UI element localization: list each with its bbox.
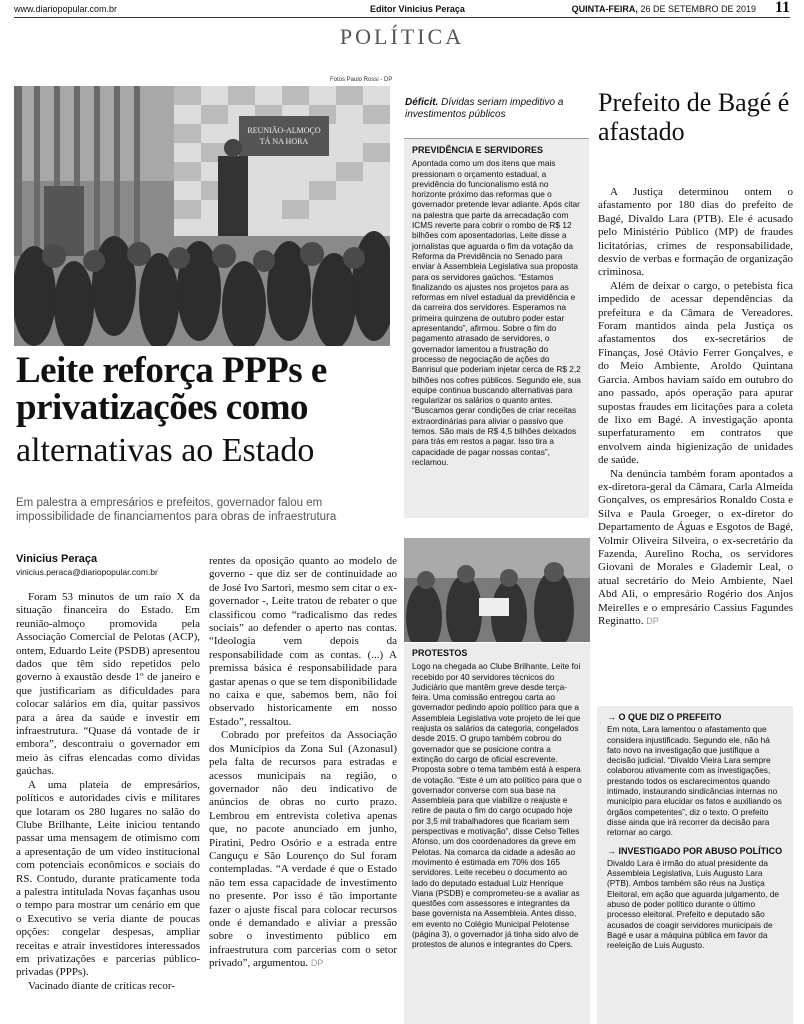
- box-previdencia-text: Apontada como um dos itens que mais pressionam o orçamento estadual, a previdência do funcionalismo está no horizonte próximo das reformas que o governador pretende levar adiante. Após citar na palestra que parte da arrecadação com ICMS reverte para cobrir o rombo de R$ 12 bilhões com aposentadorias, Leite disse a jornalistas que aguarda o fim da votação da Reforma da Previdência no Senado para enviar à Assembleia Legislativa sua proposta para os servidores gaúchos. “Estamos finalizando os ajustes nos projetos para as reformas em nível estadual da previdência e da carreira dos servidores. Esperamos na primeira quinzena de outubro poder estar apresentando”, afirmou. Sobre o fim do pagamento atrasado de servidores, o governador lamentou a frustração do processo de negociação de ações do Banrisul que poderiam injetar cerca de R$ 2,2 bilhões nos cofres públicos. Segundo ele, sua equipe continua buscando alternativas para regularizar os salários o quanto antes. “Buscamos gerar condições de criar receitas extraordinárias para aliviar o passivo que temos. São mais de R$ 4,5 bilhões deixados para trás em restos a pagar. Isso tira a capacidade de pagar nossas contas”, reclamou.: [412, 158, 581, 467]
- article-paragraph: A uma plateia de empresários, políticos e autoridades civis e militares que lotaram os 280 lugares no salão do Clube Brilhante, Leite iniciou tentando passar uma mensagem de otimismo com a apresentação de um vídeo institucional com potenciais econômicos e sociais do RS. Contudo, durante praticamente toda a palestra intitulada Novas façanhas usou o tempo para mostrar um cenário em que o Executivo se veria diante de poucas opções: congelar despesas, ampliar receitas e atrair investidores interessados em privatizações e parcerias público-privadas (PPPs).: [16, 778, 200, 979]
- article-column-2: [209, 555, 397, 971]
- page-number: 11: [774, 0, 790, 16]
- edition-date: QUINTA-FEIRA, 26 DE SETEMBRO DE 2019: [571, 4, 756, 14]
- article-paragraph: Cobrado por prefeitos da Associação dos Municípios da Zona Sul (Azonasul) pela falta de recursos para estradas e acessos municipais na região, o governador não deu indicativo de anúncios de obras no curto prazo. Lembrou em entrevista coletiva apenas que, no pacote anunciado em junho, Piratini, Pedro Osório e a estrada entre Canguçu e São Lourenço do Sul foram contempladas. “A verdade é que o Estado não tem essa capacidade de investimento no presente. Por isso é tão importante fazer o ajuste fiscal para colocar recursos onde é demandado e aliviar a pressão sobre o investimento público em infraestrutura com parcerias com o setor privado”, argumentou. DP: [209, 729, 397, 970]
- box-investigado-title: → INVESTIGADO POR ABUSO POLÍTICO: [607, 845, 783, 856]
- article-paragraph: Vacinado diante de críticas recor-: [28, 979, 175, 992]
- box-protestos-title: PROTESTOS: [412, 648, 468, 658]
- page-header: [14, 0, 790, 18]
- byline-name: Vinicius Peraça: [16, 553, 98, 565]
- box-prefeito: [597, 706, 793, 1024]
- side-article: [598, 186, 793, 628]
- box-prefeito-text: Em nota, Lara lamentou o afastamento que considera injustificado. Segundo ele, não há fato novo na investigação que justifique a decisão judicial. “Divaldo Vieira Lara sempre colaborou ativamente com as investigações, prestando todos os esclarecimentos quando intimado, instaurando sindicâncias internas no município para elucidar os fatos e auxiliando os órgãos competentes”, diz o texto. O prefeito disse ainda que irá recorrer da decisão para retornar ao cargo.: [607, 724, 782, 838]
- signature-mark: DP: [310, 958, 324, 969]
- article-paragraph: Foram 53 minutos de um raio X da situação financeira do Estado. Em reunião-almoço promovida pela Associação Comercial de Pelotas (ACP), ontem, Eduardo Leite (PSDB) apresentou dados que têm sido repetidos pelo governo à exaustão desde 1º de janeiro e que justificariam as dificuldades para colocar salários em dia, quitar passivos para a área da saúde e investir em infraestrutura. “Quase dá vontade de ir embora”, descontraiu o governador em meio às cifras elencadas como dívidas gaúchas.: [16, 591, 200, 778]
- article-column-1: [16, 591, 200, 993]
- side-headline: Prefeito de Bagé é afastado: [598, 88, 790, 146]
- banner-line2: TÁ NA HORA: [259, 137, 309, 146]
- box-protestos: [404, 643, 590, 1024]
- subheadline: Em palestra a empresários e prefeitos, governador falou em impossibilidade de financiamentos para obras de infraestrutura: [16, 497, 337, 523]
- photo-caption: Déficit. Dívidas seriam impeditivo a investimentos públicos: [405, 97, 564, 120]
- headline: Leite reforça PPPs e privatizações como: [16, 350, 327, 428]
- section-title: POLÍTICA: [339, 24, 465, 49]
- box-previdencia: [404, 138, 589, 518]
- article-paragraph: rentes da oposição quanto ao modelo de governo - que diz ser de continuidade ao de José Ivo Sartori, mesmo sem citar o ex-governador -, Leite tratou de rebater o que classificou como “radicalismo das redes sociais” ao defender o aperto nas contas. “Ideologia vem depois da responsabilidade com as contas. (...) A premissa básica é responsabilidade para gastar apenas o que se tem disponibilidade no caixa e que, sabemos bem, não foi observado historicamente em nosso Estado”, ressaltou.: [209, 555, 397, 728]
- side-paragraph: A Justiça determinou ontem o afastamento por 180 dias do prefeito de Bagé, Divaldo Lara (PTB). Ele é acusado pelo Ministério Público (MP) de fraudes licitatórias, crimes de responsabilidade, desvio de verbas e formação de organização criminosa.: [598, 186, 793, 279]
- protest-photo: [404, 538, 590, 642]
- photo-credit: Fotos Paulo Rossi - DP: [330, 77, 393, 83]
- box-investigado-text: Divaldo Lara é irmão do atual presidente da Assembleia Legislativa, Luis Augusto Lara (PTB). Ambos também são réus na Justiça Eleitoral, em ação que aguarda julgamento, de abuso de poder político durante o último processo eleitoral. Prefeito e deputado são acusados de coagir servidores municipais de Bagé e usar a máquina pública em favor da reeleição de Luis Augusto.: [607, 857, 780, 951]
- box-prefeito-title: → O QUE DIZ O PREFEITO: [607, 712, 722, 722]
- box-protestos-text: Logo na chegada ao Clube Brilhante, Leite foi recebido por 40 servidores técnicos do Judiciário que mantêm greve desde terça-feira. Uma comissão entregou carta ao governador pedindo apoio político para que a Assembleia Legislativa vote projeto de lei que reajusta os salários da categoria, congelados desde 2015. O grupo também cobrou do governador que se posicione contra a extinção do cargo de oficial escrevente. Proposta sobre o tema também está à espera de votação. “Este é um ato político para que o governador converse com sua base na Assembleia para que viabilize o reajuste e retire de pauta o fim do cargo ocupado hoje por 3,5 mil trabalhadores que ficariam sem perspectivas e motivação”, disse Celso Telles Afonso, um dos coordenadores da greve em Pelotas. Na comarca da cidade a adesão ao movimento é estimada em 70% dos 165 servidores. Leite recebeu o documento ao lado do deputado estadual Luiz Henrique Viana (PSDB) e comprometeu-se a avaliar as questões com assessores e integrantes da base governista na Assembleia. Antes disso, em evento no Colégio Municipal Pelotense (página 3), o governador já tinha sido alvo de protestos de alunos e integrantes do Cpers.: [412, 661, 582, 950]
- side-paragraph: Além de deixar o cargo, o petebista fica impedido de acessar dependências da prefeitura e da Câmara de Vereadores. Foram mantidos ainda pela Justiça os afastamentos dos ex-secretários de Finanças, José Otávio Ferrer Gonçalves, e do Meio Ambiente, Aroldo Quintana Garcia. Ambos haviam saído em outubro do ano passado, após operação para apurar supostas fraudes em licitações para a coleta de lixo em Bagé. A investigação aponta superfaturamento em contratos que envolvem ainda higienização de unidades de saúde.: [598, 279, 793, 467]
- side-paragraph: Na denúncia também foram apontados a ex-diretora-geral da Câmara, Carla Almeida Gonçalves, os empresários Ronaldo Costa e Silva e Paula Groeger, o ex-diretor do Departamento de Águas e Esgotos de Bagé, Volmir Oliveira Silveira, o ex-secretário da Fazenda, Aurelino Rocha, os servidores Giovani de Morales e Glademir Leal, o atual secretário do Meio Ambiente, Nael Abd Ali, o empresário Rogério dos Anjos Meirelles e o empresário Cassius Fagundes Reginatto. DP: [598, 467, 793, 627]
- main-photo: [14, 86, 390, 346]
- banner-line1: REUNIÃO-ALMOÇO: [247, 126, 321, 135]
- site-url: www.diariopopular.com.br: [14, 4, 118, 14]
- byline-email: vinicius.peraca@diariopopular.com.br: [16, 567, 158, 577]
- headline-light: alternativas ao Estado: [16, 432, 315, 469]
- editor-name: Editor Vinicius Peraça: [370, 4, 465, 14]
- box-previdencia-title: PREVIDÊNCIA E SERVIDORES: [412, 145, 544, 155]
- signature-mark: DP: [646, 616, 659, 626]
